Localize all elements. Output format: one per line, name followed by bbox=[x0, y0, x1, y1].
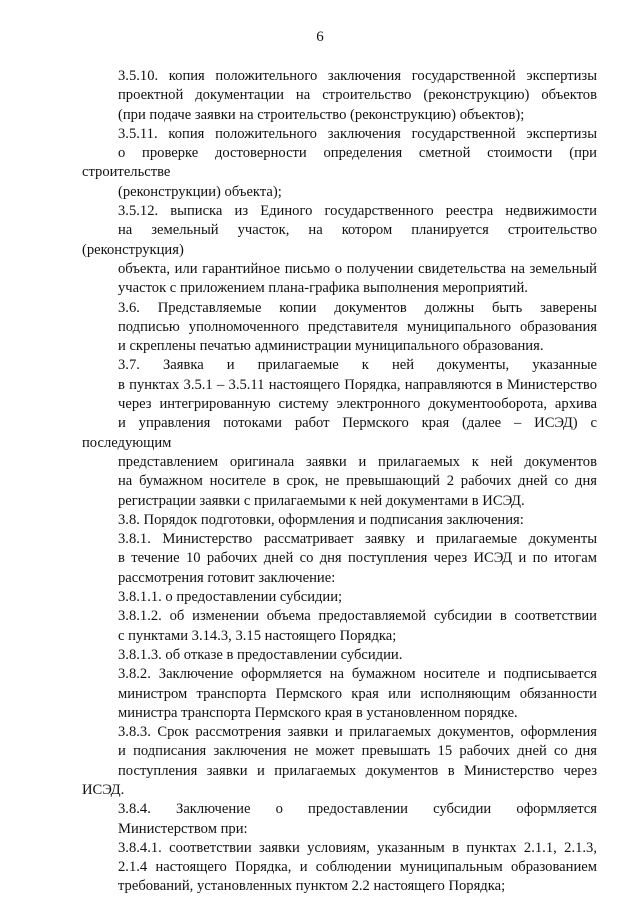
paragraph-3-5-11 bbox=[82, 125, 597, 202]
paragraph-3-8-1-3 bbox=[82, 646, 597, 665]
paragraph-3-6 bbox=[82, 299, 597, 357]
text-line: 2.1.4 настоящего Порядка, и соблюдении муниципальным образованием bbox=[118, 859, 597, 876]
paragraph-3-8-3 bbox=[82, 723, 597, 800]
text-line: 3.8.1. Министерство рассматривает заявку и прилагаемые документы bbox=[118, 531, 597, 548]
paragraph-3-8-4-1 bbox=[82, 839, 597, 897]
text-line: рассмотрения готовит заключение: bbox=[118, 569, 336, 586]
text-line: 3.5.11. копия положительного заключения государственной экспертизы bbox=[118, 125, 597, 142]
text-line: и подписания заключения не может превышать 15 рабочих дней со дня bbox=[118, 743, 597, 760]
paragraph-3-8-1 bbox=[82, 530, 597, 588]
text-line: объекта, или гарантийное письмо о получении свидетельства на земельный bbox=[118, 260, 597, 277]
text-line: регистрации заявки с прилагаемыми к ней документами в ИСЭД. bbox=[118, 492, 525, 509]
text-line: (реконструкции) объекта); bbox=[118, 183, 282, 200]
text-line: на земельный участок, на котором планируется строительство (реконструкция) bbox=[82, 222, 597, 258]
text-line: 3.8.1.1. о предоставлении субсидии; bbox=[118, 589, 343, 606]
paragraph-3-8-2 bbox=[82, 665, 597, 723]
text-line: через интегрированную систему электронного документооборота, архива bbox=[118, 396, 597, 413]
text-line: 3.8.2. Заключение оформляется на бумажном носителе и подписывается bbox=[118, 666, 597, 683]
text-line: министром транспорта Пермского края или исполняющим обязанности bbox=[118, 685, 597, 702]
text-line: 3.7. Заявка и прилагаемые к ней документы, указанные bbox=[118, 357, 597, 374]
text-line: (при подаче заявки на строительство (реконструкцию) объектов); bbox=[118, 106, 525, 123]
text-line: поступления заявки и прилагаемых документов в Министерство через ИСЭД. bbox=[82, 762, 597, 798]
paragraph-3-7 bbox=[82, 356, 597, 510]
paragraph-3-5-10 bbox=[82, 67, 597, 125]
text-line: с пунктами 3.14.3, 3.15 настоящего Порядка; bbox=[118, 627, 397, 644]
text-line: в течение 10 рабочих дней со дня поступления через ИСЭД и по итогам bbox=[118, 550, 597, 567]
text-line: 3.5.12. выписка из Единого государственного реестра недвижимости bbox=[118, 203, 597, 220]
text-line: в пунктах 3.5.1 – 3.5.11 настоящего Порядка, направляются в Министерство bbox=[118, 376, 597, 393]
text-line: 3.8.4.1. соответствии заявки условиям, указанным в пунктах 2.1.1, 2.1.3, bbox=[118, 839, 597, 856]
paragraph-3-8-1-1 bbox=[82, 588, 597, 607]
text-line: и скреплены печатью администрации муниципального образования. bbox=[118, 338, 544, 355]
paragraph-3-8-4 bbox=[82, 800, 597, 839]
text-line: министра транспорта Пермского края в установленном порядке. bbox=[118, 704, 518, 721]
text-line: подписью уполномоченного представителя муниципального образования bbox=[118, 318, 597, 335]
text-line: 3.8.1.3. об отказе в предоставлении субсидии. bbox=[118, 646, 403, 663]
text-line: 3.8.4. Заключение о предоставлении субсидии оформляется bbox=[118, 801, 597, 818]
text-line: 3.8.1.2. об изменении объема предоставляемой субсидии в соответствии bbox=[118, 608, 597, 625]
text-line: о проверке достоверности определения сметной стоимости (при строительстве bbox=[82, 145, 597, 181]
text-line: и управления потоками работ Пермского края (далее – ИСЭД) с последующим bbox=[82, 415, 597, 451]
paragraph-3-5-12 bbox=[82, 202, 597, 298]
text-line: требований, установленных пунктом 2.2 настоящего Порядка; bbox=[118, 878, 506, 895]
text-line: на бумажном носителе в срок, не превышающий 2 рабочих дней со дня bbox=[118, 473, 597, 490]
text-line: 3.6. Представляемые копии документов должны быть заверены bbox=[118, 299, 597, 316]
document-body bbox=[82, 67, 597, 897]
text-line: 3.5.10. копия положительного заключения государственной экспертизы bbox=[118, 68, 597, 84]
text-line: 3.8. Порядок подготовки, оформления и подписания заключения: bbox=[118, 511, 524, 528]
text-line: 3.8.3. Срок рассмотрения заявки и прилагаемых документов, оформления bbox=[118, 724, 597, 741]
text-line: представлением оригинала заявки и прилагаемых к ней документов bbox=[118, 453, 597, 470]
text-line: проектной документации на строительство (реконструкцию) объектов bbox=[118, 87, 597, 104]
text-line: участок с приложением плана-графика выполнения мероприятий. bbox=[118, 280, 528, 297]
text-line: Министерством при: bbox=[118, 820, 248, 837]
page-number: 6 bbox=[316, 29, 324, 45]
paragraph-3-8-1-2 bbox=[82, 607, 597, 646]
paragraph-3-8 bbox=[82, 511, 597, 530]
